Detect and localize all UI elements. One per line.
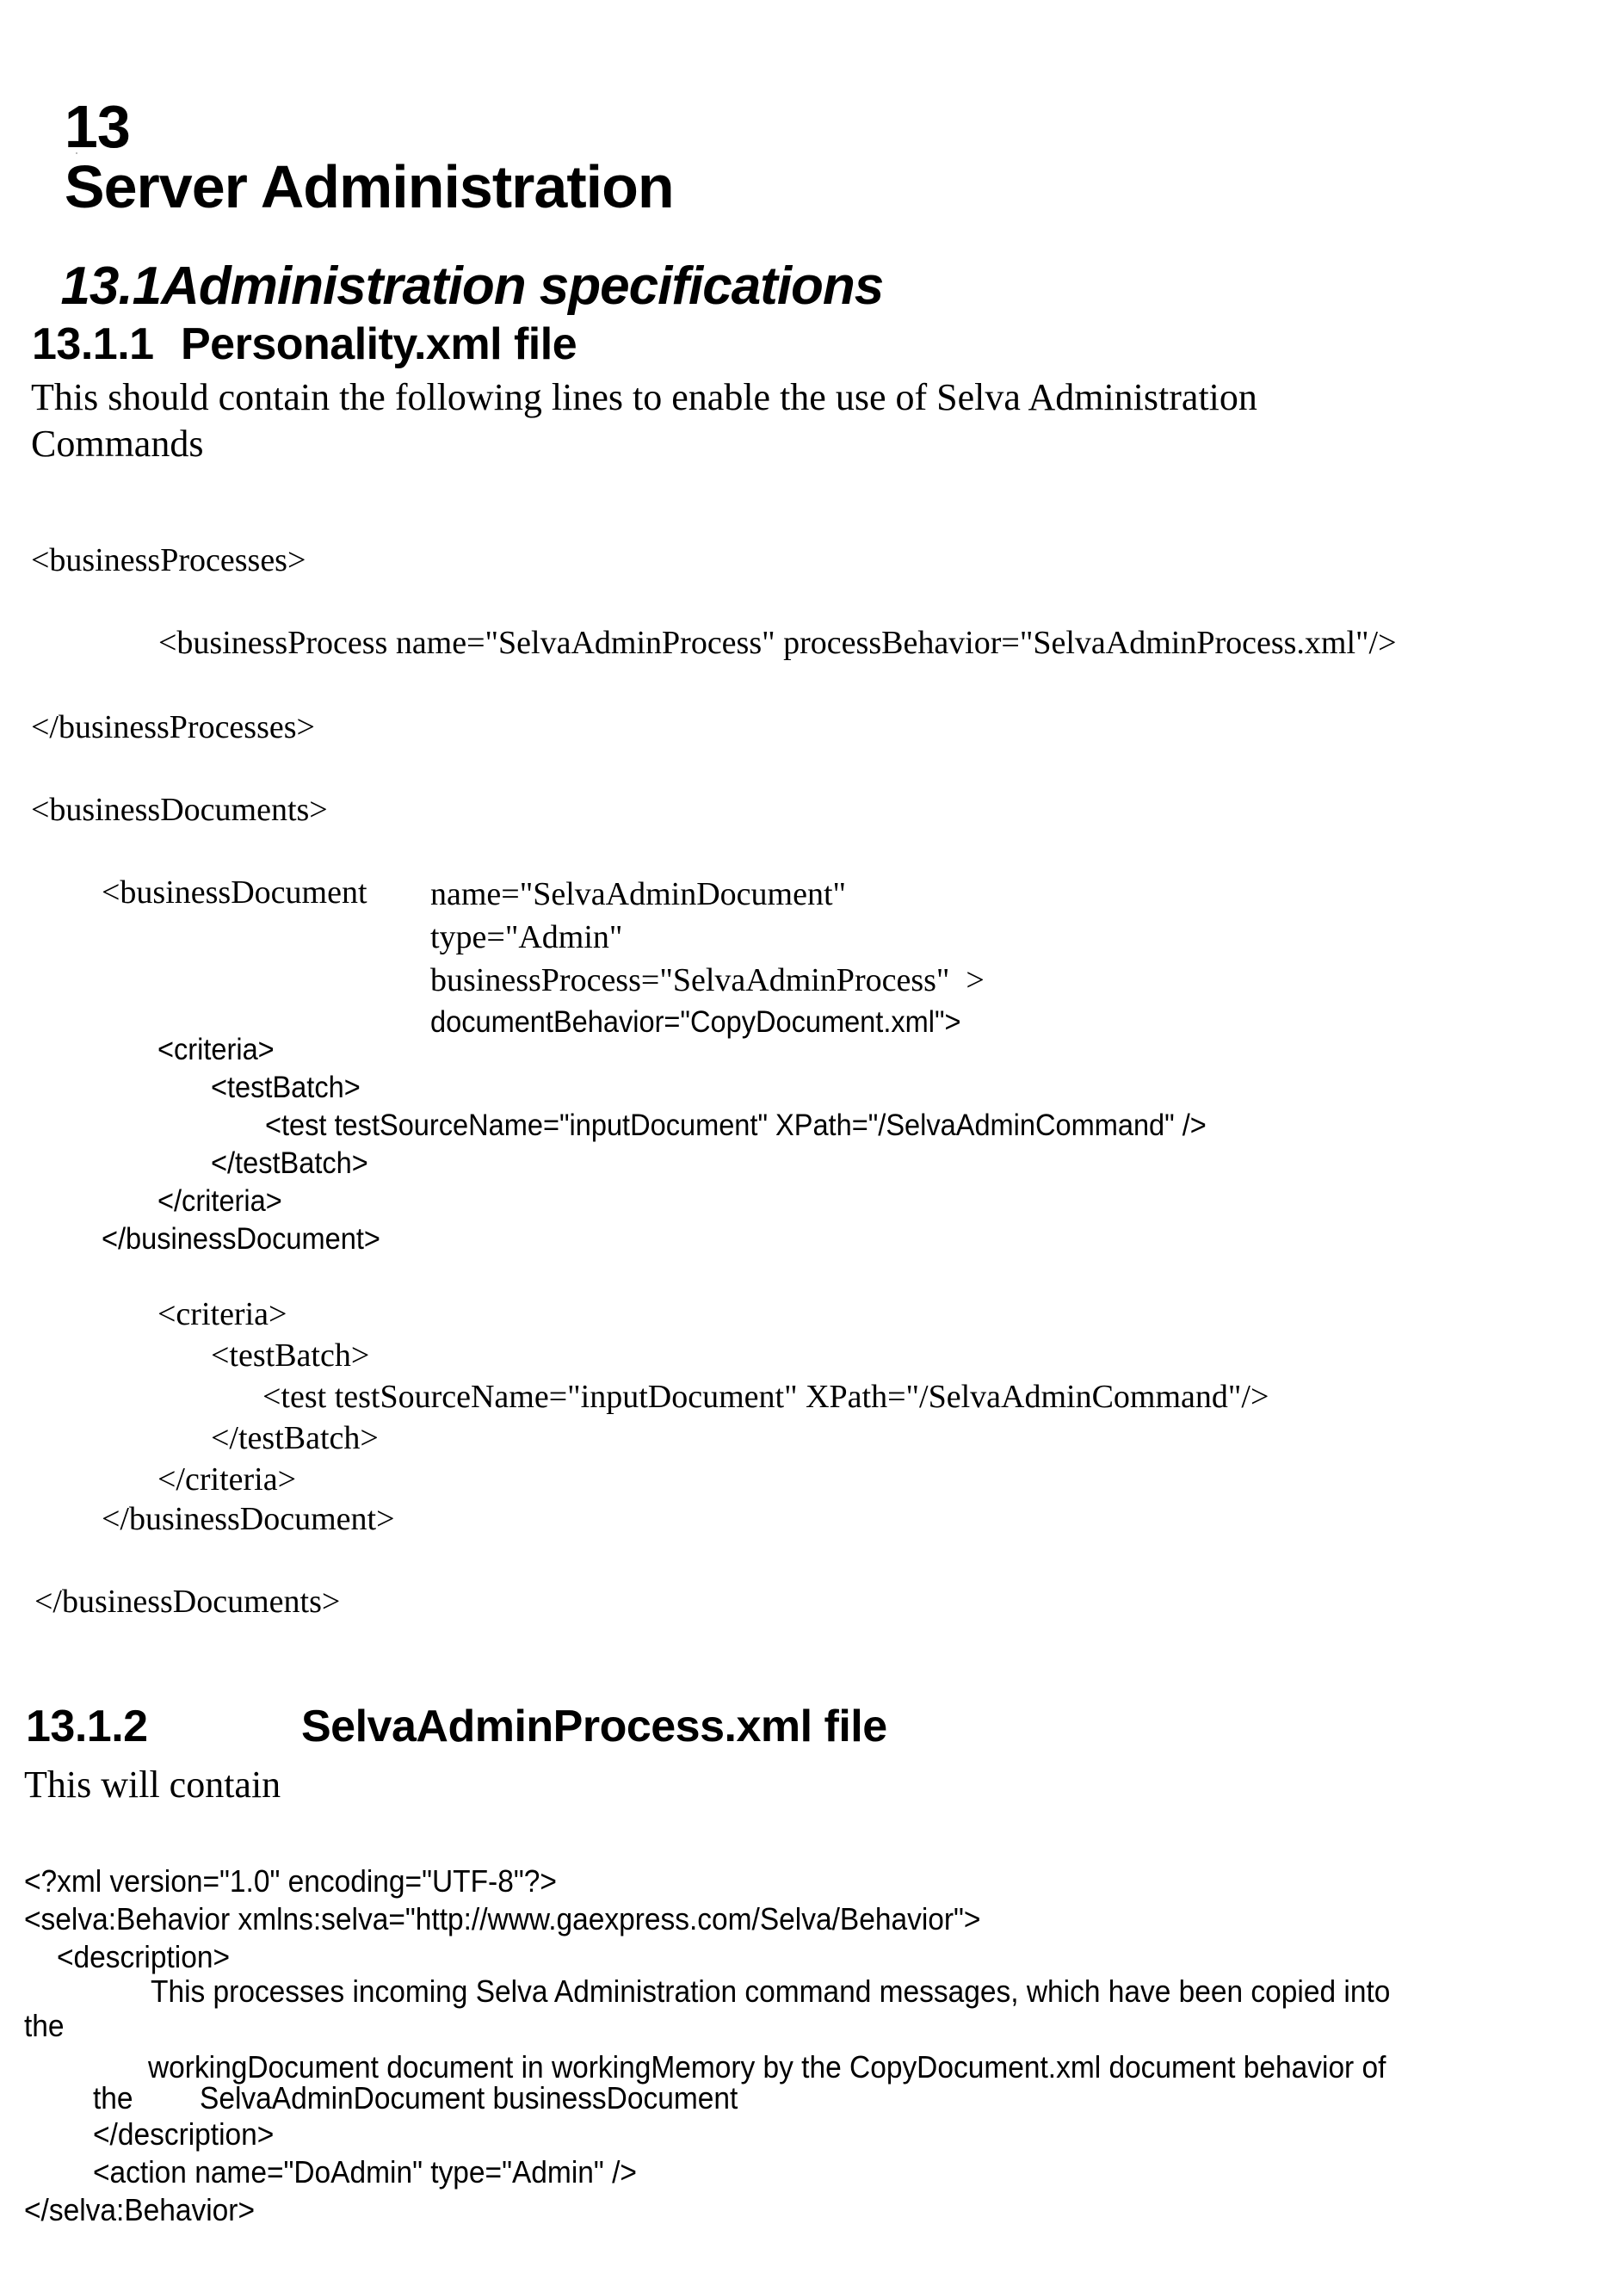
code-line: </selva:Behavior> [24,2192,256,2227]
subsection-title: Personality.xml file [181,319,577,369]
code-line: <selva:Behavior xmlns:selva="http://www.gaexpress.com/Selva/Behavior"> [24,1901,981,1936]
code-line: SelvaAdminDocument businessDocument [200,2080,738,2115]
code-line: <testBatch> [211,1071,361,1104]
code-line: <businessDocuments> [31,792,328,828]
code-line: <businessProcesses> [31,542,306,578]
intro-text: Commands [31,423,204,465]
code-line: businessProcess="SelvaAdminProcess" > [430,962,985,998]
code-line: <businessProcess name="SelvaAdminProcess" processBehavior="SelvaAdminProcess.xml"/> [158,625,1397,661]
code-line: </businessProcesses> [31,709,315,745]
section-title: Administration specifications [161,256,884,316]
code-line: documentBehavior="CopyDocument.xml"> [430,1005,961,1039]
code-line: the [93,2080,133,2115]
chapter-heading [33,36,674,220]
code-line: </businessDocument> [102,1222,380,1256]
code-line: <businessDocument [102,874,367,911]
code-line: This processes incoming Selva Administration command messages, which have been copied into [151,1973,1391,2009]
code-line: <testBatch> [211,1337,370,1374]
code-line: <criteria> [157,1033,275,1066]
code-line: type="Admin" [430,919,623,955]
subsection-number: 13.1.1 [32,319,154,369]
chapter-title: Server Administration [64,153,674,220]
code-line: <test testSourceName="inputDocument" XPath="/SelvaAdminCommand"/> [262,1379,1269,1415]
code-line: </businessDocument> [102,1501,395,1537]
code-line: <?xml version="1.0" encoding="UTF-8"?> [24,1863,557,1899]
code-line: </criteria> [157,1184,282,1218]
code-line: <description> [57,1939,231,1974]
code-line: </description> [93,2116,275,2152]
code-line: </criteria> [157,1461,296,1498]
section-number: 13.1 [60,256,162,316]
code-line: </businessDocuments> [34,1584,341,1620]
code-line: </testBatch> [211,1420,379,1456]
subsection-title: SelvaAdminProcess.xml file [301,1702,887,1751]
subsection-number: 13.1.2 [26,1702,148,1751]
intro-text: This will contain [24,1763,281,1806]
code-line: <test testSourceName="inputDocument" XPath="/SelvaAdminCommand" /> [265,1109,1207,1142]
code-line: workingDocument document in workingMemory by the CopyDocument.xml document behavior of [148,2049,1386,2085]
chapter-number: 13 [64,93,130,160]
intro-text: This should contain the following lines to enable the use of Selva Administration [31,376,1257,418]
code-line: <action name="DoAdmin" type="Admin" /> [93,2154,637,2190]
section-heading [33,207,884,316]
code-line: the [24,2008,65,2043]
code-line: name="SelvaAdminDocument" [430,876,847,912]
code-line: </testBatch> [211,1146,368,1180]
code-line: <criteria> [157,1296,287,1332]
